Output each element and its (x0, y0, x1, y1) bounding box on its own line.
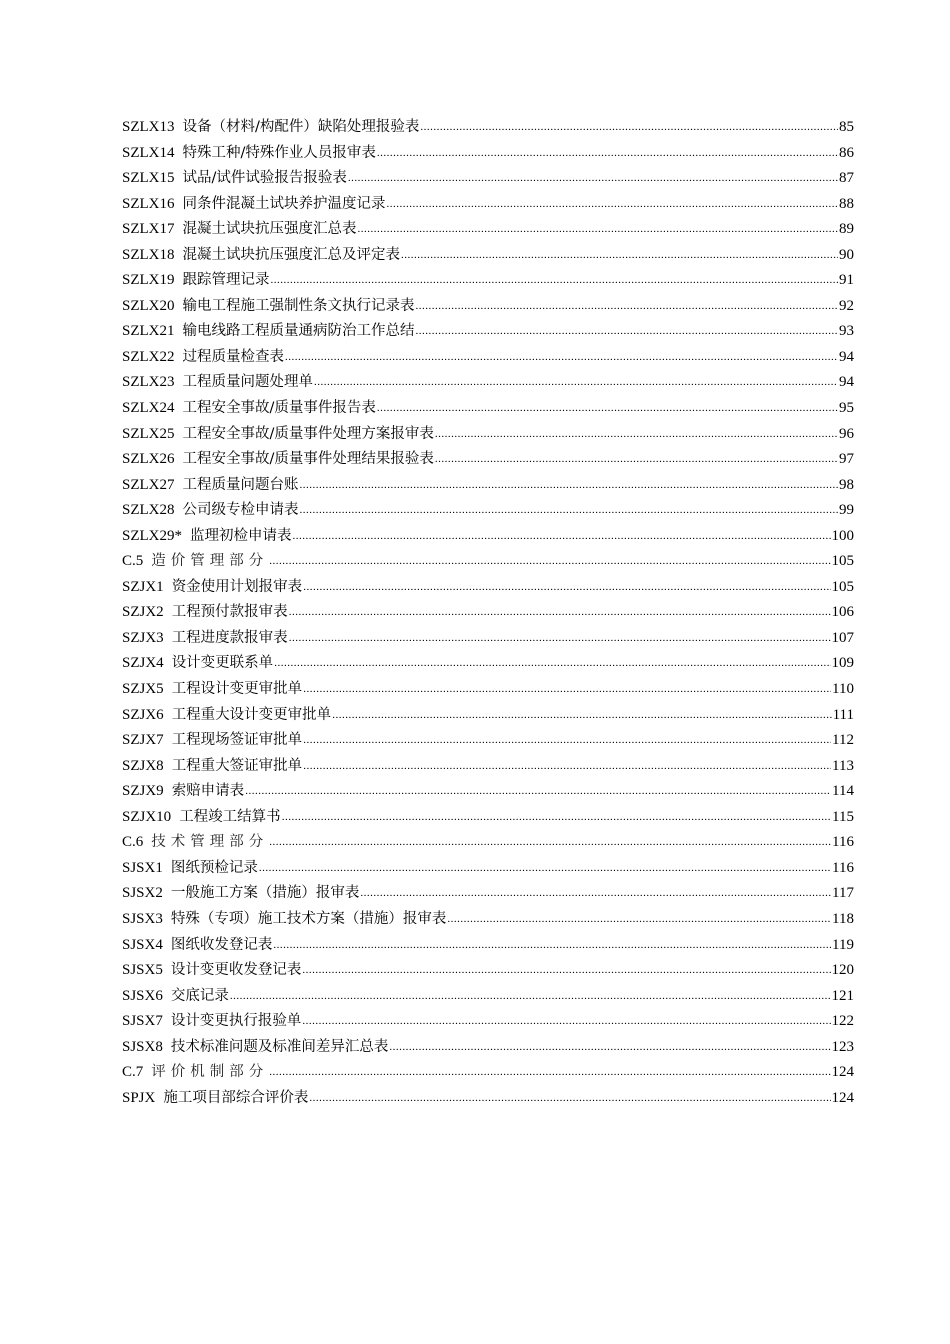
toc-entry-page-number: 105 (831, 553, 854, 570)
toc-entry-title: 混凝土试块抗压强度汇总表 (182, 221, 357, 238)
toc-dot-leader (420, 118, 838, 135)
toc-entry-page-number: 85 (839, 119, 854, 135)
toc-entry[interactable] (122, 677, 854, 703)
toc-entry-page-number: 98 (839, 476, 854, 493)
toc-dot-leader (269, 552, 830, 569)
toc-section-heading[interactable] (122, 549, 854, 575)
toc-dot-leader (269, 1063, 830, 1080)
toc-dot-leader (293, 527, 831, 544)
toc-entry-title: 工程安全事故/质量事件处理方案报审表 (182, 425, 434, 442)
toc-entry-code: SZJX2 (122, 604, 164, 621)
toc-entry-page-number: 118 (832, 910, 854, 927)
toc-dot-leader (259, 859, 831, 876)
toc-dot-leader (358, 220, 839, 237)
toc-entry-title: 工程设计变更审批单 (171, 681, 303, 698)
toc-entry-code: SZJX5 (122, 681, 164, 698)
toc-entry-page-number: 100 (831, 527, 854, 544)
toc-entry-title: 技术管理部分 (151, 834, 269, 851)
toc-entry-page-number: 94 (839, 374, 854, 391)
toc-dot-leader (230, 987, 831, 1004)
toc-entry-code: SZLX22 (122, 348, 175, 365)
toc-entry-code: SJSX1 (122, 859, 163, 876)
toc-entry-page-number: 111 (832, 706, 854, 723)
toc-entry[interactable] (122, 703, 854, 729)
toc-entry[interactable] (122, 933, 854, 959)
toc-dot-leader (289, 603, 831, 620)
toc-entry-page-number: 89 (839, 221, 854, 238)
toc-entry-code: SZLX27 (122, 476, 175, 493)
toc-entry-code: SZLX24 (122, 400, 175, 417)
toc-dot-leader (401, 246, 838, 263)
toc-entry-code: SZJX10 (122, 808, 172, 825)
toc-entry-title: 索赔申请表 (171, 783, 245, 800)
toc-entry-title: 特殊（专项）施工技术方案（措施）报审表 (170, 910, 447, 927)
toc-entry-page-number: 122 (831, 1013, 854, 1030)
toc-entry[interactable] (122, 1009, 854, 1035)
toc-entry-page-number: 113 (832, 757, 854, 774)
toc-entry-title: 设备（材料/构配件）缺陷处理报验表 (182, 119, 420, 135)
toc-entry[interactable] (122, 575, 854, 601)
toc-entry-title: 工程安全事故/质量事件处理结果报验表 (182, 451, 434, 468)
toc-entry[interactable] (122, 422, 854, 448)
toc-entry-code: SZJX7 (122, 732, 164, 749)
toc-dot-leader (274, 654, 830, 671)
toc-entry[interactable] (122, 294, 854, 320)
toc-entry-title: 工程进度款报审表 (171, 629, 288, 646)
toc-entry[interactable] (122, 345, 854, 371)
toc-entry[interactable] (122, 779, 854, 805)
toc-entry-code: SZJX9 (122, 783, 164, 800)
toc-entry-page-number: 121 (831, 987, 854, 1004)
toc-entry-title: 混凝土试块抗压强度汇总及评定表 (182, 246, 400, 263)
toc-entry-page-number: 96 (839, 425, 854, 442)
toc-entry[interactable] (122, 166, 854, 192)
toc-entry-page-number: 112 (832, 732, 854, 749)
toc-entry-title: 输电线路工程质量通病防治工作总结 (182, 323, 415, 340)
toc-entry-page-number: 106 (831, 604, 854, 621)
toc-entry-code: SJSX3 (122, 910, 163, 927)
toc-dot-leader (314, 373, 838, 390)
toc-entry-code: SZLX29* (122, 527, 182, 544)
toc-entry[interactable] (122, 115, 854, 141)
toc-dot-leader (435, 450, 838, 467)
toc-section-heading[interactable] (122, 830, 854, 856)
toc-entry[interactable] (122, 600, 854, 626)
toc-entry-title: 同条件混凝土试块养护温度记录 (182, 195, 386, 212)
toc-entry[interactable] (122, 907, 854, 933)
toc-dot-leader (377, 144, 838, 161)
toc-entry-code: SJSX4 (122, 936, 163, 953)
toc-dot-leader (416, 322, 839, 339)
toc-entry-title: 公司级专检申请表 (182, 502, 299, 519)
toc-entry-code: SZJX8 (122, 757, 164, 774)
toc-entry[interactable] (122, 268, 854, 294)
toc-entry-title: 工程质量问题台账 (182, 476, 299, 493)
toc-entry-page-number: 120 (831, 962, 854, 979)
toc-dot-leader (447, 910, 831, 927)
toc-entry-title: 过程质量检查表 (182, 348, 284, 365)
toc-entry-title: 造价管理部分 (151, 553, 269, 570)
toc-entry-title: 工程现场签证审批单 (171, 732, 303, 749)
toc-entry[interactable] (122, 319, 854, 345)
toc-entry[interactable] (122, 805, 854, 831)
toc-dot-leader (360, 884, 831, 901)
toc-entry-title: 输电工程施工强制性条文执行记录表 (182, 297, 415, 314)
toc-dot-leader (282, 808, 831, 825)
toc-entry[interactable] (122, 447, 854, 473)
toc-entry-page-number: 88 (839, 195, 854, 212)
toc-entry[interactable] (122, 141, 854, 167)
toc-entry-page-number: 105 (831, 578, 854, 595)
toc-entry-code: SZLX28 (122, 502, 175, 519)
toc-entry-title: 交底记录 (170, 987, 229, 1004)
toc-entry-page-number: 93 (839, 323, 854, 340)
toc-dot-leader (273, 936, 831, 953)
toc-entry[interactable] (122, 370, 854, 396)
toc-entry-title: 评价机制部分 (151, 1064, 269, 1081)
toc-entry-title: 跟踪管理记录 (182, 272, 270, 289)
toc-entry-page-number: 95 (839, 400, 854, 417)
toc-entry-page-number: 109 (831, 655, 854, 672)
toc-entry-code: SJSX8 (122, 1038, 163, 1055)
toc-entry-title: 工程重大签证审批单 (171, 757, 303, 774)
toc-entry-page-number: 92 (839, 297, 854, 314)
toc-entry-code: SZLX23 (122, 374, 175, 391)
toc-dot-leader (387, 195, 839, 212)
toc-dot-leader (245, 782, 831, 799)
toc-entry-page-number: 124 (831, 1089, 854, 1106)
toc-entry-page-number: 107 (831, 629, 854, 646)
toc-dot-leader (300, 501, 839, 518)
toc-entry-code: SZLX18 (122, 246, 175, 263)
toc-entry-title: 一般施工方案（措施）报审表 (170, 885, 360, 902)
toc-entry-code: SZJX1 (122, 578, 164, 595)
toc-entry-code: SZLX17 (122, 221, 175, 238)
toc-entry-code: SZLX14 (122, 144, 175, 161)
toc-entry-code: SZLX20 (122, 297, 175, 314)
toc-dot-leader (332, 706, 831, 723)
toc-dot-leader (435, 425, 838, 442)
toc-entry-code: SZLX25 (122, 425, 175, 442)
toc-entry-page-number: 87 (839, 170, 854, 187)
toc-entry-code: SZJX4 (122, 655, 164, 672)
toc-dot-leader (271, 271, 839, 288)
toc-entry-code: SZLX19 (122, 272, 175, 289)
toc-entry-code: SZJX6 (122, 706, 164, 723)
toc-entry[interactable] (122, 396, 854, 422)
toc-entry-title: 设计变更执行报验单 (170, 1013, 302, 1030)
toc-dot-leader (289, 629, 831, 646)
toc-entry[interactable] (122, 498, 854, 524)
toc-entry-page-number: 116 (832, 834, 854, 851)
toc-entry-title: 设计变更收发登记表 (170, 962, 302, 979)
toc-dot-leader (309, 1089, 830, 1106)
toc-entry[interactable] (122, 1086, 854, 1112)
toc-entry-code: SZLX16 (122, 195, 175, 212)
toc-entry-title: 工程质量问题处理单 (182, 374, 313, 391)
toc-entry-page-number: 116 (832, 859, 854, 876)
toc-entry-title: 试品/试件试验报告报验表 (182, 170, 347, 187)
toc-entry-code: SZLX13 (122, 119, 175, 135)
toc-entry-title: 工程竣工结算书 (179, 808, 281, 825)
toc-entry[interactable] (122, 217, 854, 243)
toc-dot-leader (348, 169, 838, 186)
toc-entry-page-number: 123 (831, 1038, 854, 1055)
toc-entry-code: C.7 (122, 1064, 144, 1081)
toc-section-heading[interactable] (122, 1060, 854, 1086)
toc-entry[interactable] (122, 524, 854, 550)
toc-entry-code: SJSX7 (122, 1013, 163, 1030)
toc-entry-title: 设计变更联系单 (171, 655, 274, 672)
toc-dot-leader (303, 578, 830, 595)
toc-dot-leader (389, 1038, 830, 1055)
toc-entry-page-number: 119 (832, 936, 854, 953)
toc-dot-leader (302, 961, 830, 978)
toc-dot-leader (300, 476, 839, 493)
toc-entry-code: C.5 (122, 553, 144, 570)
toc-entry-code: C.6 (122, 834, 144, 851)
toc-entry[interactable] (122, 958, 854, 984)
toc-entry-title: 施工项目部综合评价表 (163, 1089, 309, 1106)
toc-entry[interactable] (122, 473, 854, 499)
toc-entry[interactable] (122, 626, 854, 652)
toc-entry-code: SPJX (122, 1089, 156, 1106)
toc-entry[interactable] (122, 984, 854, 1010)
toc-entry-page-number: 90 (839, 246, 854, 263)
toc-entry-title: 工程预付款报审表 (171, 604, 288, 621)
toc-entry[interactable] (122, 754, 854, 780)
toc-entry-code: SJSX5 (122, 962, 163, 979)
toc-entry[interactable] (122, 651, 854, 677)
toc-entry-title: 图纸预检记录 (170, 859, 258, 876)
toc-entry-code: SZLX21 (122, 323, 175, 340)
toc-dot-leader (303, 757, 831, 774)
toc-entry-title: 工程安全事故/质量事件报告表 (182, 400, 376, 417)
toc-entry-page-number: 97 (839, 451, 854, 468)
toc-entry-code: SZLX26 (122, 451, 175, 468)
toc-entry-page-number: 86 (839, 144, 854, 161)
toc-entry-code: SJSX2 (122, 885, 163, 902)
toc-entry[interactable] (122, 881, 854, 907)
toc-dot-leader (302, 1012, 830, 1029)
toc-entry-page-number: 114 (832, 783, 854, 800)
toc-entry-title: 特殊工种/特殊作业人员报审表 (182, 144, 376, 161)
toc-entry[interactable] (122, 1035, 854, 1061)
toc-entry[interactable] (122, 243, 854, 269)
toc-entry-page-number: 99 (839, 502, 854, 519)
toc-entry-title: 监理初检申请表 (190, 527, 292, 544)
toc-entry[interactable] (122, 856, 854, 882)
toc-dot-leader (416, 297, 839, 314)
toc-dot-leader (303, 731, 831, 748)
toc-entry-page-number: 117 (832, 885, 854, 902)
toc-entry-code: SJSX6 (122, 987, 163, 1004)
toc-entry-title: 工程重大设计变更审批单 (171, 706, 332, 723)
toc-entry-code: SZLX15 (122, 170, 175, 187)
toc-entry-page-number: 110 (832, 681, 854, 698)
toc-dot-leader (269, 833, 831, 850)
toc-entry[interactable] (122, 728, 854, 754)
toc-dot-leader (303, 680, 831, 697)
toc-dot-leader (285, 348, 838, 365)
toc-entry-page-number: 91 (839, 272, 854, 289)
toc-entry-page-number: 94 (839, 348, 854, 365)
toc-entry-page-number: 115 (832, 808, 854, 825)
toc-entry-title: 技术标准问题及标准间差异汇总表 (170, 1038, 389, 1055)
toc-dot-leader (377, 399, 838, 416)
toc-entry-code: SZJX3 (122, 629, 164, 646)
toc-entry[interactable] (122, 192, 854, 218)
toc-entry-page-number: 124 (831, 1064, 854, 1081)
toc-entry-title: 图纸收发登记表 (170, 936, 273, 953)
toc-entry-title: 资金使用计划报审表 (171, 578, 303, 595)
table-of-contents (122, 115, 854, 1111)
